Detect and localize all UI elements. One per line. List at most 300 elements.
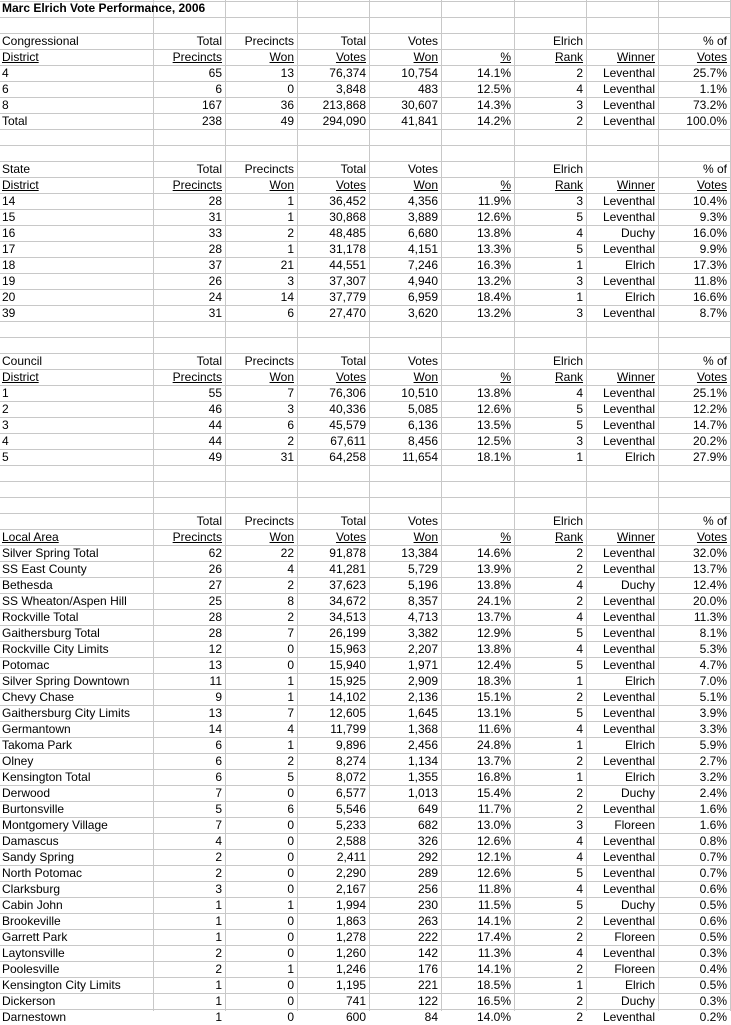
row-label[interactable]: Burtonsville bbox=[2, 802, 65, 816]
data-cell[interactable]: 32.0% bbox=[692, 546, 727, 560]
section-label-underlined[interactable]: District bbox=[2, 178, 39, 192]
data-cell[interactable]: 2 bbox=[215, 866, 222, 880]
column-header-underlined[interactable]: Winner bbox=[616, 530, 655, 544]
data-cell[interactable]: 25.1% bbox=[692, 386, 727, 400]
column-header[interactable]: Precincts bbox=[244, 514, 294, 528]
data-cell[interactable]: 5 bbox=[287, 770, 294, 784]
column-header[interactable]: Total bbox=[340, 34, 366, 48]
data-cell[interactable]: 7.0% bbox=[699, 674, 727, 688]
data-cell[interactable]: 6,577 bbox=[335, 786, 366, 800]
column-header-underlined[interactable]: Votes bbox=[335, 178, 366, 192]
data-cell[interactable]: 20.2% bbox=[692, 434, 727, 448]
data-cell[interactable]: 18.3% bbox=[476, 674, 511, 688]
data-cell[interactable]: Elrich bbox=[624, 290, 655, 304]
data-cell[interactable]: 0.3% bbox=[699, 946, 727, 960]
data-cell[interactable]: Leventhal bbox=[602, 802, 655, 816]
data-cell[interactable]: Leventhal bbox=[602, 82, 655, 96]
empty-cell[interactable] bbox=[441, 481, 514, 497]
row-label[interactable]: Garrett Park bbox=[2, 930, 68, 944]
column-header[interactable] bbox=[586, 33, 658, 49]
data-cell[interactable]: 4 bbox=[576, 882, 583, 896]
column-header-underlined[interactable]: Won bbox=[269, 530, 294, 544]
empty-cell[interactable] bbox=[153, 465, 225, 481]
row-label[interactable]: 4 bbox=[2, 434, 9, 448]
row-label[interactable]: Laytonsville bbox=[2, 946, 65, 960]
data-cell[interactable]: 12.6% bbox=[476, 834, 511, 848]
empty-cell[interactable] bbox=[0, 321, 153, 337]
row-label[interactable]: 3 bbox=[2, 418, 9, 432]
empty-cell[interactable] bbox=[514, 337, 586, 353]
data-cell[interactable]: 2 bbox=[215, 946, 222, 960]
row-label[interactable]: Bethesda bbox=[2, 578, 53, 592]
data-cell[interactable]: 2 bbox=[576, 1010, 583, 1024]
row-label[interactable]: Kensington Total bbox=[2, 770, 91, 784]
row-label[interactable]: Derwood bbox=[2, 786, 51, 800]
data-cell[interactable]: 12.9% bbox=[476, 626, 511, 640]
data-cell[interactable]: 8 bbox=[287, 594, 294, 608]
data-cell[interactable]: 49 bbox=[280, 114, 294, 128]
data-cell[interactable]: 7 bbox=[215, 786, 222, 800]
data-cell[interactable]: 6 bbox=[287, 802, 294, 816]
data-cell[interactable]: 13.1% bbox=[476, 706, 511, 720]
data-cell[interactable]: 100.0% bbox=[686, 114, 727, 128]
data-cell[interactable]: 0.5% bbox=[699, 930, 727, 944]
data-cell[interactable]: 0 bbox=[287, 866, 294, 880]
data-cell[interactable]: 34,672 bbox=[329, 594, 366, 608]
data-cell[interactable]: 11.8% bbox=[477, 882, 511, 896]
data-cell[interactable]: 1,971 bbox=[407, 658, 438, 672]
column-header-underlined[interactable]: Votes bbox=[696, 50, 727, 64]
column-header[interactable]: % of bbox=[702, 514, 727, 528]
sheet-title[interactable]: Marc Elrich Vote Performance, 2006 bbox=[2, 1, 206, 15]
empty-cell[interactable] bbox=[297, 497, 369, 513]
data-cell[interactable]: 0 bbox=[287, 946, 294, 960]
column-header[interactable] bbox=[586, 353, 658, 369]
data-cell[interactable]: 176 bbox=[417, 962, 438, 976]
data-cell[interactable]: 1 bbox=[215, 914, 222, 928]
column-header[interactable]: Precincts bbox=[244, 34, 294, 48]
data-cell[interactable]: 0.5% bbox=[699, 898, 727, 912]
data-cell[interactable]: 5 bbox=[576, 418, 583, 432]
column-header-underlined[interactable]: Precincts bbox=[172, 50, 222, 64]
data-cell[interactable]: 6,136 bbox=[407, 418, 438, 432]
row-label[interactable]: 6 bbox=[2, 82, 9, 96]
data-cell[interactable]: 7 bbox=[287, 626, 294, 640]
column-header-underlined[interactable]: Rank bbox=[554, 178, 583, 192]
data-cell[interactable]: 31 bbox=[208, 210, 222, 224]
data-cell[interactable]: Elrich bbox=[624, 450, 655, 464]
data-cell[interactable]: 5.1% bbox=[699, 690, 727, 704]
data-cell[interactable]: 5,729 bbox=[407, 562, 438, 576]
row-label[interactable]: 8 bbox=[2, 98, 9, 112]
data-cell[interactable]: 6,680 bbox=[407, 226, 438, 240]
data-cell[interactable]: Leventhal bbox=[602, 946, 655, 960]
data-cell[interactable]: 7,246 bbox=[407, 258, 438, 272]
data-cell[interactable]: 9.3% bbox=[699, 210, 727, 224]
data-cell[interactable]: 142 bbox=[417, 946, 438, 960]
row-label[interactable]: Dickerson bbox=[2, 994, 56, 1008]
data-cell[interactable]: 2,909 bbox=[407, 674, 438, 688]
data-cell[interactable]: 16.3% bbox=[476, 258, 511, 272]
data-cell[interactable]: 4,356 bbox=[407, 194, 438, 208]
data-cell[interactable]: 24 bbox=[208, 290, 222, 304]
data-cell[interactable]: 10,510 bbox=[401, 386, 438, 400]
row-label[interactable]: 39 bbox=[2, 306, 16, 320]
data-cell[interactable]: 1 bbox=[215, 994, 222, 1008]
row-label[interactable]: 2 bbox=[2, 402, 9, 416]
empty-cell[interactable] bbox=[658, 497, 730, 513]
data-cell[interactable]: 14.2% bbox=[476, 114, 511, 128]
data-cell[interactable]: 14 bbox=[280, 290, 294, 304]
data-cell[interactable]: 8,072 bbox=[335, 770, 366, 784]
data-cell[interactable]: 14.1% bbox=[476, 66, 511, 80]
data-cell[interactable]: 17.3% bbox=[692, 258, 727, 272]
column-header-underlined[interactable]: Rank bbox=[554, 530, 583, 544]
data-cell[interactable]: 62 bbox=[208, 546, 222, 560]
data-cell[interactable]: 6 bbox=[287, 418, 294, 432]
data-cell[interactable]: 649 bbox=[417, 802, 438, 816]
data-cell[interactable]: 15.4% bbox=[476, 786, 511, 800]
data-cell[interactable]: 18.4% bbox=[476, 290, 511, 304]
column-header-underlined[interactable]: % bbox=[500, 530, 511, 544]
data-cell[interactable]: 1 bbox=[215, 978, 222, 992]
row-label[interactable]: 15 bbox=[2, 210, 16, 224]
data-cell[interactable]: 2 bbox=[287, 226, 294, 240]
data-cell[interactable]: 37,779 bbox=[329, 290, 366, 304]
empty-cell[interactable] bbox=[0, 497, 153, 513]
data-cell[interactable]: 21 bbox=[280, 258, 294, 272]
data-cell[interactable]: 44 bbox=[208, 418, 222, 432]
data-cell[interactable]: 13 bbox=[208, 706, 222, 720]
row-label[interactable]: 17 bbox=[2, 242, 16, 256]
data-cell[interactable]: 1 bbox=[576, 770, 583, 784]
row-label[interactable]: Rockville City Limits bbox=[2, 642, 109, 656]
data-cell[interactable]: 3.2% bbox=[699, 770, 727, 784]
column-header-underlined[interactable]: % bbox=[500, 50, 511, 64]
column-header[interactable] bbox=[586, 513, 658, 529]
data-cell[interactable]: 10.4% bbox=[692, 194, 727, 208]
data-cell[interactable]: 1,278 bbox=[335, 930, 366, 944]
empty-cell[interactable] bbox=[658, 465, 730, 481]
data-cell[interactable]: Leventhal bbox=[602, 626, 655, 640]
data-cell[interactable]: 3 bbox=[287, 274, 294, 288]
data-cell[interactable]: 49 bbox=[208, 450, 222, 464]
data-cell[interactable]: 13.7% bbox=[476, 610, 511, 624]
data-cell[interactable]: 5 bbox=[576, 402, 583, 416]
data-cell[interactable]: 12.2% bbox=[692, 402, 727, 416]
data-cell[interactable]: 0 bbox=[287, 834, 294, 848]
column-header[interactable]: Votes bbox=[407, 354, 438, 368]
data-cell[interactable]: Leventhal bbox=[602, 866, 655, 880]
column-header[interactable]: Elrich bbox=[552, 514, 583, 528]
column-header-underlined[interactable]: Won bbox=[269, 370, 294, 384]
column-header-underlined[interactable]: % bbox=[500, 178, 511, 192]
data-cell[interactable]: Elrich bbox=[624, 978, 655, 992]
data-cell[interactable]: Duchy bbox=[620, 578, 655, 592]
data-cell[interactable]: 3 bbox=[576, 818, 583, 832]
data-cell[interactable]: Leventhal bbox=[602, 418, 655, 432]
data-cell[interactable]: 28 bbox=[208, 242, 222, 256]
data-cell[interactable]: 2 bbox=[576, 594, 583, 608]
row-label[interactable]: Kensington City Limits bbox=[2, 978, 121, 992]
data-cell[interactable]: 13.8% bbox=[476, 642, 511, 656]
data-cell[interactable]: 4 bbox=[215, 834, 222, 848]
data-cell[interactable]: Duchy bbox=[620, 994, 655, 1008]
empty-cell[interactable] bbox=[658, 321, 730, 337]
data-cell[interactable]: 1,134 bbox=[407, 754, 438, 768]
data-cell[interactable]: Elrich bbox=[624, 258, 655, 272]
empty-cell[interactable] bbox=[297, 337, 369, 353]
empty-cell[interactable] bbox=[586, 497, 658, 513]
data-cell[interactable]: 37,307 bbox=[329, 274, 366, 288]
row-label[interactable]: Sandy Spring bbox=[2, 850, 75, 864]
empty-cell[interactable] bbox=[0, 481, 153, 497]
data-cell[interactable]: Leventhal bbox=[602, 834, 655, 848]
data-cell[interactable]: 14.1% bbox=[476, 962, 511, 976]
data-cell[interactable]: 213,868 bbox=[322, 98, 366, 112]
row-label[interactable]: 20 bbox=[2, 290, 16, 304]
data-cell[interactable]: 4 bbox=[576, 226, 583, 240]
section-label-underlined[interactable]: District bbox=[2, 370, 39, 384]
data-cell[interactable]: 3 bbox=[576, 274, 583, 288]
column-header[interactable]: Elrich bbox=[552, 354, 583, 368]
data-cell[interactable]: 1 bbox=[287, 194, 294, 208]
section-label-underlined[interactable]: Local Area bbox=[2, 530, 59, 544]
column-header-underlined[interactable]: % bbox=[500, 370, 511, 384]
data-cell[interactable]: 6 bbox=[215, 770, 222, 784]
row-label[interactable]: Montgomery Village bbox=[2, 818, 108, 832]
section-label[interactable]: State bbox=[2, 162, 31, 176]
row-label[interactable]: Rockville Total bbox=[2, 610, 79, 624]
column-header[interactable]: Votes bbox=[407, 514, 438, 528]
empty-cell[interactable] bbox=[225, 465, 297, 481]
data-cell[interactable]: Leventhal bbox=[602, 882, 655, 896]
row-label[interactable]: Olney bbox=[2, 754, 34, 768]
data-cell[interactable]: 18.5% bbox=[476, 978, 511, 992]
data-cell[interactable]: 13.3% bbox=[476, 242, 511, 256]
data-cell[interactable]: 2 bbox=[576, 546, 583, 560]
column-header[interactable]: % of bbox=[702, 162, 727, 176]
data-cell[interactable]: 3.3% bbox=[699, 722, 727, 736]
data-cell[interactable]: 4 bbox=[576, 386, 583, 400]
data-cell[interactable]: 2 bbox=[287, 578, 294, 592]
data-cell[interactable]: 12.6% bbox=[476, 402, 511, 416]
empty-cell[interactable] bbox=[0, 17, 153, 33]
data-cell[interactable]: 4 bbox=[287, 722, 294, 736]
data-cell[interactable]: 1 bbox=[576, 290, 583, 304]
data-cell[interactable]: 1 bbox=[576, 450, 583, 464]
empty-cell[interactable] bbox=[586, 129, 658, 145]
data-cell[interactable]: 27 bbox=[208, 578, 222, 592]
data-cell[interactable]: 1 bbox=[287, 690, 294, 704]
data-cell[interactable]: Leventhal bbox=[602, 658, 655, 672]
data-cell[interactable]: 12.4% bbox=[692, 578, 727, 592]
data-cell[interactable]: 3 bbox=[215, 882, 222, 896]
column-header-underlined[interactable]: Winner bbox=[616, 178, 655, 192]
empty-cell[interactable] bbox=[586, 465, 658, 481]
row-label[interactable]: Gaithersburg Total bbox=[2, 626, 100, 640]
data-cell[interactable]: 122 bbox=[417, 994, 438, 1008]
data-cell[interactable]: 292 bbox=[417, 850, 438, 864]
data-cell[interactable]: 0.6% bbox=[699, 914, 727, 928]
data-cell[interactable]: Duchy bbox=[620, 898, 655, 912]
data-cell[interactable]: 0.3% bbox=[699, 994, 727, 1008]
data-cell[interactable]: Leventhal bbox=[602, 594, 655, 608]
empty-cell[interactable] bbox=[586, 17, 658, 33]
data-cell[interactable]: 15,940 bbox=[329, 658, 366, 672]
data-cell[interactable]: 1 bbox=[576, 674, 583, 688]
data-cell[interactable]: 12.5% bbox=[476, 82, 511, 96]
data-cell[interactable]: 2 bbox=[215, 850, 222, 864]
data-cell[interactable]: 27.9% bbox=[692, 450, 727, 464]
data-cell[interactable]: 0 bbox=[287, 978, 294, 992]
data-cell[interactable]: 4 bbox=[576, 850, 583, 864]
data-cell[interactable]: 11.3% bbox=[693, 610, 727, 624]
data-cell[interactable]: Leventhal bbox=[602, 114, 655, 128]
data-cell[interactable]: 0 bbox=[287, 818, 294, 832]
data-cell[interactable]: 1 bbox=[287, 738, 294, 752]
column-header-underlined[interactable]: Rank bbox=[554, 370, 583, 384]
data-cell[interactable]: Floreen bbox=[614, 930, 655, 944]
data-cell[interactable]: 28 bbox=[208, 626, 222, 640]
column-header[interactable]: Total bbox=[196, 162, 222, 176]
empty-cell[interactable] bbox=[153, 321, 225, 337]
data-cell[interactable]: 5.3% bbox=[699, 642, 727, 656]
data-cell[interactable]: 4 bbox=[287, 562, 294, 576]
data-cell[interactable]: 13 bbox=[208, 658, 222, 672]
row-label[interactable]: Chevy Chase bbox=[2, 690, 75, 704]
data-cell[interactable]: 1 bbox=[287, 674, 294, 688]
data-cell[interactable]: Leventhal bbox=[602, 722, 655, 736]
column-header[interactable]: Total bbox=[196, 514, 222, 528]
data-cell[interactable]: 2 bbox=[576, 962, 583, 976]
data-cell[interactable]: 1.6% bbox=[699, 818, 727, 832]
data-cell[interactable]: 6 bbox=[215, 82, 222, 96]
data-cell[interactable]: 230 bbox=[417, 898, 438, 912]
data-cell[interactable]: Leventhal bbox=[602, 194, 655, 208]
column-header-underlined[interactable]: Votes bbox=[335, 530, 366, 544]
column-header-underlined[interactable]: Winner bbox=[616, 50, 655, 64]
data-cell[interactable]: 5,546 bbox=[335, 802, 366, 816]
data-cell[interactable]: 13.2% bbox=[476, 306, 511, 320]
data-cell[interactable]: 1,260 bbox=[335, 946, 366, 960]
data-cell[interactable]: 7 bbox=[287, 706, 294, 720]
data-cell[interactable]: 36,452 bbox=[329, 194, 366, 208]
column-header-underlined[interactable]: Votes bbox=[696, 178, 727, 192]
data-cell[interactable]: 2 bbox=[576, 562, 583, 576]
data-cell[interactable]: 44,551 bbox=[329, 258, 366, 272]
row-label[interactable]: Damascus bbox=[2, 834, 59, 848]
data-cell[interactable]: 11.3% bbox=[477, 946, 511, 960]
data-cell[interactable]: 238 bbox=[201, 114, 222, 128]
data-cell[interactable]: 6 bbox=[215, 754, 222, 768]
data-cell[interactable]: 6,959 bbox=[407, 290, 438, 304]
empty-cell[interactable] bbox=[658, 337, 730, 353]
data-cell[interactable]: 3,889 bbox=[407, 210, 438, 224]
data-cell[interactable]: 3 bbox=[287, 402, 294, 416]
data-cell[interactable]: 289 bbox=[417, 866, 438, 880]
data-cell[interactable]: 4 bbox=[576, 610, 583, 624]
data-cell[interactable]: 22 bbox=[280, 546, 294, 560]
data-cell[interactable]: 36 bbox=[280, 98, 294, 112]
data-cell[interactable]: 0.6% bbox=[699, 882, 727, 896]
data-cell[interactable]: 33 bbox=[208, 226, 222, 240]
data-cell[interactable]: 7 bbox=[215, 818, 222, 832]
data-cell[interactable]: 12.5% bbox=[476, 434, 511, 448]
data-cell[interactable]: 41,281 bbox=[329, 562, 366, 576]
data-cell[interactable]: 13.7% bbox=[692, 562, 727, 576]
empty-cell[interactable] bbox=[153, 145, 225, 161]
empty-cell[interactable] bbox=[0, 337, 153, 353]
empty-cell[interactable] bbox=[225, 337, 297, 353]
empty-cell[interactable] bbox=[658, 481, 730, 497]
data-cell[interactable]: Leventhal bbox=[602, 242, 655, 256]
data-cell[interactable]: 2,207 bbox=[407, 642, 438, 656]
data-cell[interactable]: 8,274 bbox=[335, 754, 366, 768]
empty-cell[interactable] bbox=[297, 465, 369, 481]
section-label[interactable]: Congressional bbox=[2, 34, 79, 48]
data-cell[interactable]: Leventhal bbox=[602, 434, 655, 448]
empty-cell[interactable] bbox=[514, 145, 586, 161]
data-cell[interactable]: 8,456 bbox=[407, 434, 438, 448]
data-cell[interactable]: 11.8% bbox=[693, 274, 727, 288]
data-cell[interactable]: 4 bbox=[576, 722, 583, 736]
data-cell[interactable]: 55 bbox=[208, 386, 222, 400]
section-label[interactable]: Council bbox=[2, 354, 43, 368]
row-label[interactable]: Potomac bbox=[2, 658, 50, 672]
row-label[interactable]: Darnestown bbox=[2, 1010, 67, 1024]
data-cell[interactable]: 3 bbox=[576, 434, 583, 448]
data-cell[interactable]: 14.3% bbox=[476, 98, 511, 112]
empty-cell[interactable] bbox=[225, 145, 297, 161]
data-cell[interactable]: 8.1% bbox=[699, 626, 727, 640]
row-label[interactable]: Takoma Park bbox=[2, 738, 73, 752]
data-cell[interactable]: Leventhal bbox=[602, 98, 655, 112]
data-cell[interactable]: 221 bbox=[417, 978, 438, 992]
data-cell[interactable]: 31,178 bbox=[329, 242, 366, 256]
data-cell[interactable]: 4 bbox=[576, 642, 583, 656]
column-header[interactable] bbox=[441, 513, 514, 529]
data-cell[interactable]: 13.9% bbox=[476, 562, 511, 576]
empty-cell[interactable] bbox=[441, 465, 514, 481]
data-cell[interactable]: 4 bbox=[576, 946, 583, 960]
data-cell[interactable]: 24.1% bbox=[476, 594, 511, 608]
row-label[interactable]: North Potomac bbox=[2, 866, 83, 880]
empty-cell[interactable] bbox=[369, 497, 441, 513]
data-cell[interactable]: 3,382 bbox=[407, 626, 438, 640]
data-cell[interactable]: 8.7% bbox=[699, 306, 727, 320]
column-header[interactable]: Precincts bbox=[244, 354, 294, 368]
data-cell[interactable]: 1,368 bbox=[407, 722, 438, 736]
data-cell[interactable]: 2 bbox=[576, 754, 583, 768]
data-cell[interactable]: 0.4% bbox=[699, 962, 727, 976]
data-cell[interactable]: 0 bbox=[287, 914, 294, 928]
column-header-underlined[interactable]: Votes bbox=[335, 370, 366, 384]
column-header[interactable] bbox=[441, 161, 514, 177]
data-cell[interactable]: 65 bbox=[208, 66, 222, 80]
data-cell[interactable]: Leventhal bbox=[602, 546, 655, 560]
data-cell[interactable]: 7 bbox=[287, 386, 294, 400]
data-cell[interactable]: 3,620 bbox=[407, 306, 438, 320]
column-header[interactable]: Elrich bbox=[552, 162, 583, 176]
data-cell[interactable]: 13.8% bbox=[476, 386, 511, 400]
data-cell[interactable]: Leventhal bbox=[602, 642, 655, 656]
data-cell[interactable]: 1,994 bbox=[335, 898, 366, 912]
data-cell[interactable]: Leventhal bbox=[602, 754, 655, 768]
data-cell[interactable]: 37 bbox=[208, 258, 222, 272]
column-header[interactable]: Votes bbox=[407, 162, 438, 176]
row-label[interactable]: Cabin John bbox=[2, 898, 63, 912]
